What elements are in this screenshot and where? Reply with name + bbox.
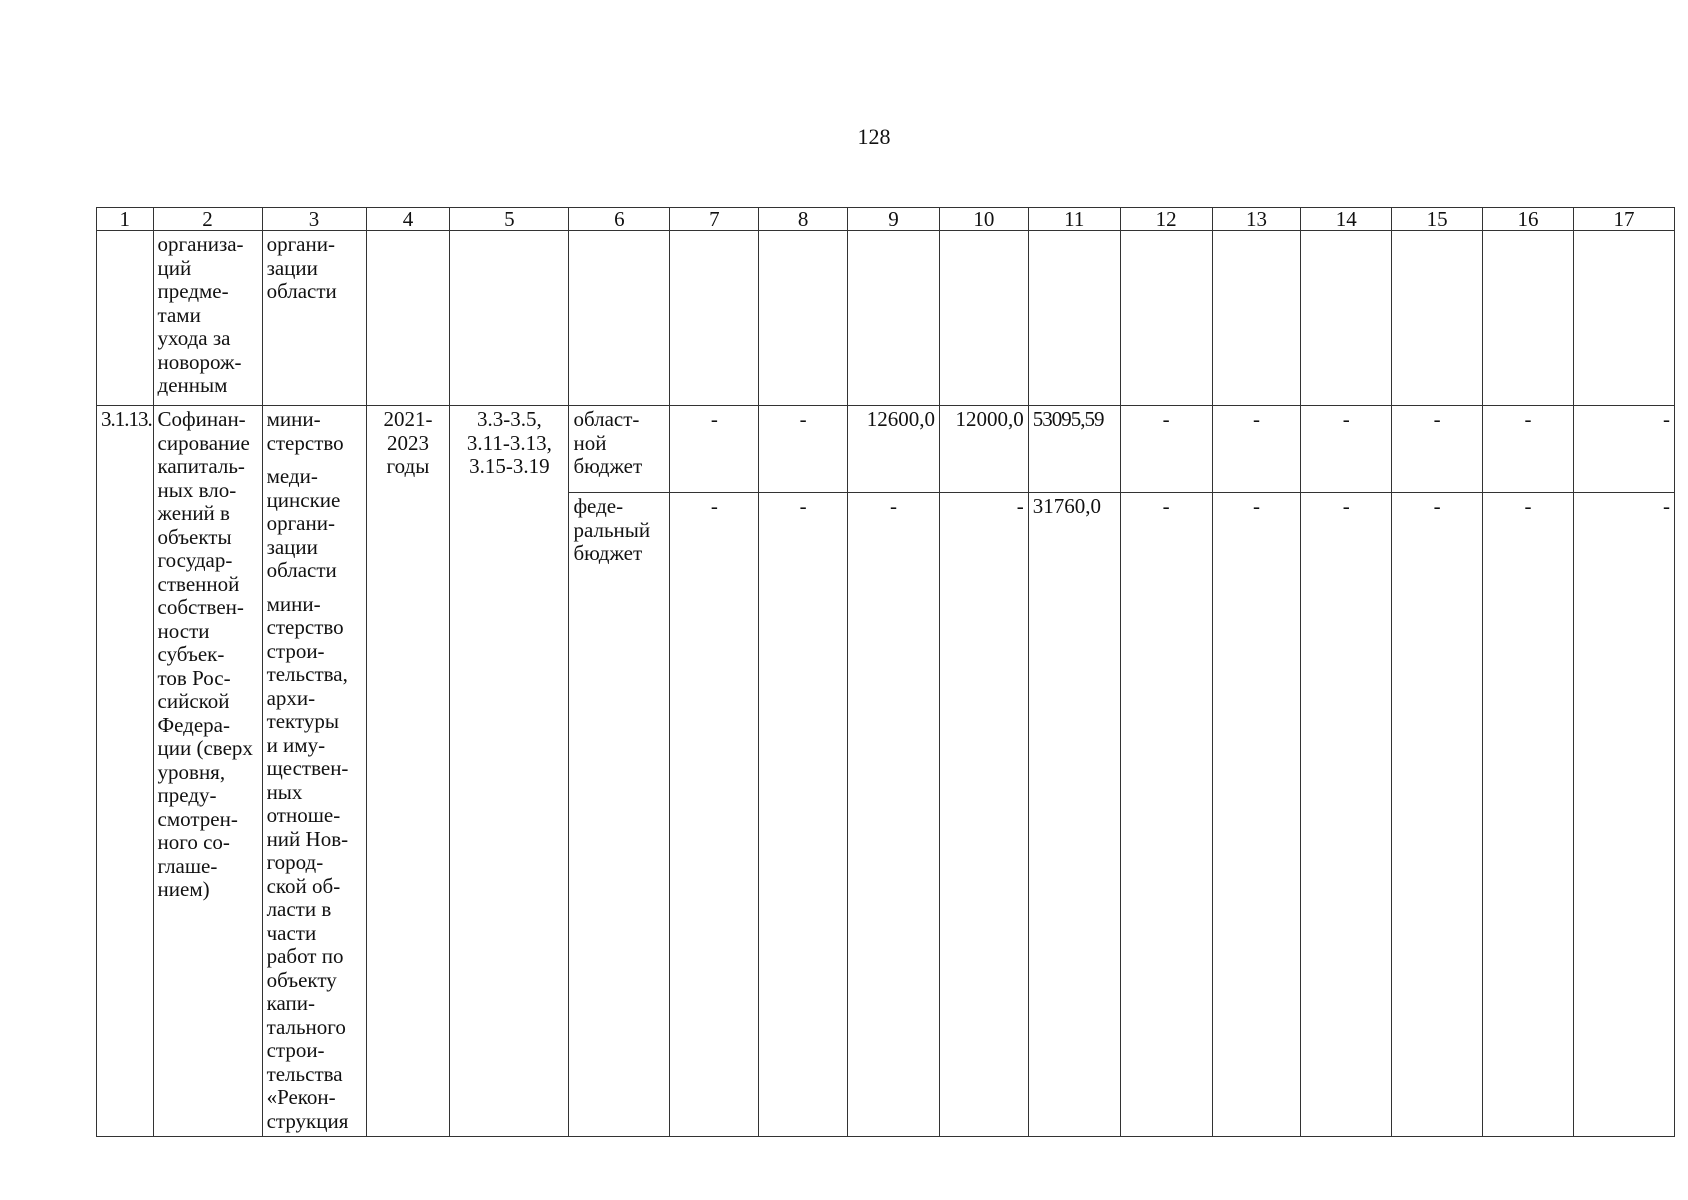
amount-cell: - — [1573, 493, 1674, 1137]
activity-name: Софинан- сирование капиталь- ных вло- жений в объекты государ- ственной собствен- ности субъек- тов Рос- сийской Федера- ции (сверх уровня, преду- смотрен- ного со- глаше- нием) — [153, 406, 262, 1137]
amount-cell: - — [848, 493, 940, 1137]
amount-cell: 53095,59 — [1028, 406, 1120, 493]
table-cell — [939, 231, 1028, 406]
executor-medical-organizations: меди- цинские органи- зации области — [266, 464, 341, 582]
amount-cell: - — [939, 493, 1028, 1137]
table-cell — [759, 231, 848, 406]
table-cell — [848, 231, 940, 406]
table-cell — [1573, 231, 1674, 406]
column-number: 2 — [153, 208, 262, 231]
column-number: 6 — [569, 208, 670, 231]
table-cell — [366, 231, 450, 406]
executor-ministry: мини- стерство — [266, 407, 344, 455]
continuation-row — [97, 231, 1675, 406]
amount-cell: - — [759, 493, 848, 1137]
amount-cell: - — [1212, 493, 1301, 1137]
table-cell — [1028, 231, 1120, 406]
amount-cell: - — [1483, 493, 1574, 1137]
column-number: 5 — [450, 208, 569, 231]
executor-continuation: органи- зации области — [262, 231, 366, 406]
table-cell — [670, 231, 759, 406]
page-number: 128 — [857, 124, 891, 149]
amount-cell: - — [1301, 493, 1392, 1137]
activity-code: 3.1.13. — [97, 406, 154, 1137]
implementation-period: 2021- 2023 годы — [366, 406, 450, 1137]
column-number: 4 — [366, 208, 450, 231]
table-cell — [450, 231, 569, 406]
amount-cell: - — [1392, 406, 1483, 493]
amount-cell: - — [670, 493, 759, 1137]
amount-cell: - — [1120, 493, 1212, 1137]
column-number: 15 — [1392, 208, 1483, 231]
amount-cell: - — [759, 406, 848, 493]
amount-cell: - — [1573, 406, 1674, 493]
amount-cell: - — [670, 406, 759, 493]
column-number-row — [97, 208, 1675, 231]
target-indicators: 3.3-3.5, 3.11-3.13, 3.15-3.19 — [450, 406, 569, 1137]
column-number: 16 — [1483, 208, 1574, 231]
column-number: 12 — [1120, 208, 1212, 231]
table-cell — [1392, 231, 1483, 406]
activity-name-continuation: организа- ций предме- тами ухода за новорож- денным — [153, 231, 262, 406]
amount-cell: - — [1483, 406, 1574, 493]
amount-cell: 12600,0 — [848, 406, 940, 493]
table-cell — [1301, 231, 1392, 406]
amount-cell: - — [1392, 493, 1483, 1137]
amount-cell: - — [1212, 406, 1301, 493]
table-cell — [1483, 231, 1574, 406]
activity-executors — [262, 406, 366, 1137]
column-number: 3 — [262, 208, 366, 231]
column-number: 7 — [670, 208, 759, 231]
table-cell — [97, 231, 154, 406]
column-number: 17 — [1573, 208, 1674, 231]
column-number: 1 — [97, 208, 154, 231]
table-cell — [569, 231, 670, 406]
column-number: 9 — [848, 208, 940, 231]
column-number: 13 — [1212, 208, 1301, 231]
column-number: 14 — [1301, 208, 1392, 231]
column-number: 10 — [939, 208, 1028, 231]
amount-cell: - — [1301, 406, 1392, 493]
program-activities-table — [96, 207, 1675, 1137]
amount-cell: 12000,0 — [939, 406, 1028, 493]
funding-source: област- ной бюджет — [569, 406, 670, 493]
column-number: 8 — [759, 208, 848, 231]
table-cell — [1120, 231, 1212, 406]
funding-source: феде- ральный бюджет — [569, 493, 670, 1137]
regional-budget-row — [97, 406, 1675, 493]
column-number: 11 — [1028, 208, 1120, 231]
amount-cell: 31760,0 — [1028, 493, 1120, 1137]
executor-construction-ministry: мини- стерство строи- тельства, архи- тектуры и иму- ществен- ных отноше- ний Нов- город- ской об- ласти в части работ по объекту капи- тального строи- тельства «Рекон- струкция — [266, 591, 349, 1133]
amount-cell: - — [1120, 406, 1212, 493]
table-cell — [1212, 231, 1301, 406]
